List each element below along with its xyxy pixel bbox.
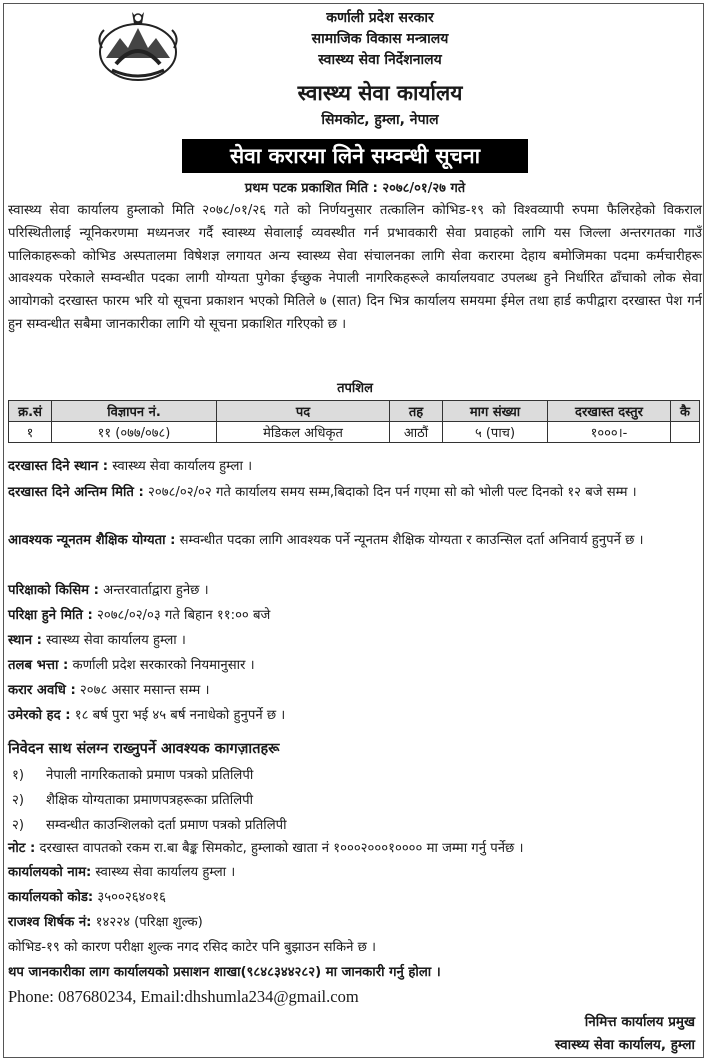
col-header-remarks: कै bbox=[671, 401, 700, 422]
salary-value: कर्णाली प्रदेश सरकारको नियमानुसार । bbox=[68, 658, 255, 673]
age-limit-value: १८ बर्ष पुरा भई ४५ बर्ष ननाधेको हुनुपर्ने छ । bbox=[70, 708, 286, 723]
payment-note-value: दरखास्त वापतको रकम रा.बा बैङ्क सिमकोट, हुम्लाको खाता नं १०००२०००१०००० मा जम्मा गर्नु पर्नेछ । bbox=[35, 841, 524, 856]
table-header-row bbox=[9, 401, 700, 422]
contract-term bbox=[8, 680, 702, 702]
list-item bbox=[12, 815, 287, 833]
exam-date-label: परिक्षा हुने मिति : bbox=[8, 608, 93, 623]
intro-paragraph: स्वास्थ्य सेवा कार्यालय हुम्लाको मिति २०७८/०१/२६ गते को निर्णयनुसार तत्कालिन कोभिड-१९ को विश्वव्यापी रुपमा फैलिरहेको विकराल परिस्थितीलाई न्यूनिकरणमा मध्यनजर गर्दै स्वास्थ्य सेवालाई व्यवस्थीत गर्न प्रभावकारी सेवा प्रवाहको लागि यस जिल्ला अन्तरगतका गाउँ पालिकाहरूको कोभिड अस्पतालमा विषेशज्ञ लगायत अन्य स्वास्थ्य सेवा संचालनका लागि सेवा करारमा देहाय बमोजिमका पदमा कर्मचारीहरू आवश्यक परेकाले सम्वन्धीत पदका लागी योग्यता पुगेका ईच्छुक नेपाली नागरिकहरूले कार्यालयवाट उपलब्ध हुने निर्धारित ढाँचाको लोक सेवा आयोगको दरखास्त फारम भरि यो सूचना प्रकाशन भएको मितिले ७ (सात) दिन भित्र कार्यालय समयमा ईमेल तथा हार्ड कपीद्वारा दरखास्त पेश गर्न हुन सम्वन्धीत सबैमा जानकारीका लागि यो सूचना प्रकाशित गरिएको छ । bbox=[8, 203, 702, 332]
list-item-number: १) bbox=[12, 768, 25, 783]
apply-place bbox=[8, 456, 702, 478]
payment-note bbox=[8, 838, 702, 860]
col-header-fee: दरखास्त दस्तुर bbox=[548, 401, 671, 422]
exam-venue bbox=[8, 630, 702, 652]
age-limit bbox=[8, 705, 702, 727]
cell-sn: १ bbox=[9, 422, 52, 443]
salary-label: तलब भत्ता : bbox=[8, 658, 69, 673]
col-header-ad-no: विज्ञापन नं. bbox=[52, 401, 217, 422]
list-item-text: नेपाली नागरिकताको प्रमाण पत्रको प्रतिलिपी bbox=[46, 768, 254, 783]
phone-email: Phone: 087680234, Email:dhshumla234@gmail.com bbox=[8, 987, 359, 1006]
office-code-value: ३५००२६४०१६ bbox=[93, 890, 166, 905]
cell-level: आठौं bbox=[390, 422, 443, 443]
cell-post: मेडिकल अधिकृत bbox=[217, 422, 390, 443]
vacancy-table bbox=[8, 400, 700, 443]
header-address: सिमकोट, हुम्ला, नेपाल bbox=[321, 112, 439, 128]
header-ministry: सामाजिक विकास मन्त्रालय bbox=[311, 31, 449, 47]
min-qualification bbox=[8, 530, 702, 552]
exam-venue-value: स्वास्थ्य सेवा कार्यालय हुम्ला । bbox=[41, 633, 186, 648]
list-item-text: सम्वन्धीत काउन्शिलको दर्ता प्रमाण पत्रको प्रतिलिपी bbox=[46, 818, 287, 833]
office-name-value: स्वास्थ्य सेवा कार्यालय हुम्ला । bbox=[91, 865, 236, 880]
government-emblem-icon bbox=[92, 8, 184, 84]
header-directorate: स्वास्थ्य सेवा निर्देशनालय bbox=[318, 52, 442, 68]
header-office: स्वास्थ्य सेवा कार्यालय bbox=[297, 81, 463, 105]
apply-place-label: दरखास्त दिने स्थान : bbox=[8, 459, 109, 474]
payment-note-label: नोट : bbox=[8, 841, 36, 856]
list-item bbox=[12, 765, 253, 783]
exam-type bbox=[8, 580, 702, 602]
table-caption: तपशिल bbox=[337, 381, 373, 396]
office-name bbox=[8, 862, 702, 884]
exam-date-value: २०७८/०२/०३ गते बिहान ११:०० बजे bbox=[92, 608, 271, 623]
published-date: प्रथम पटक प्रकाशित मिति : २०७८/०१/२७ गते bbox=[244, 181, 466, 196]
salary bbox=[8, 655, 702, 677]
office-code-label: कार्यालयको कोड: bbox=[8, 890, 94, 905]
col-header-demand: माग संख्या bbox=[443, 401, 548, 422]
header-province: कर्णाली प्रदेश सरकार bbox=[326, 10, 434, 26]
age-limit-label: उमेरको हद : bbox=[8, 708, 71, 723]
list-item-number: २) bbox=[12, 818, 25, 833]
list-item bbox=[12, 790, 253, 808]
notice-title: सेवा करारमा लिने सम्वन्धी सूचना bbox=[182, 139, 528, 173]
revenue-head-label: राजश्व शिर्षक नं: bbox=[8, 915, 92, 930]
contract-term-value: २०७८ असार मसान्त सम्म । bbox=[75, 683, 210, 698]
min-qualification-label: आवश्यक न्यूनतम शैक्षिक योग्यता : bbox=[8, 533, 176, 548]
contact-info: थप जानकारीका लाग कार्यालयको प्रसाशन शाखा(९८४८३४४२८२) मा जानकारी गर्नु होला । bbox=[8, 965, 441, 980]
cell-remarks bbox=[671, 422, 700, 443]
exam-date bbox=[8, 605, 702, 627]
contract-term-label: करार अवधि : bbox=[8, 683, 76, 698]
signature-title: निमित्त कार्यालय प्रमुख bbox=[584, 1014, 695, 1030]
col-header-post: पद bbox=[217, 401, 390, 422]
documents-heading: निवेदन साथ संलग्न राख्नुपर्ने आवश्यक कागज़ातहरू bbox=[8, 741, 280, 757]
covid-note: कोभिड-१९ को कारण परीक्षा शुल्क नगद रसिद काटेर पनि बुझाउन सकिने छ । bbox=[8, 940, 377, 955]
cell-demand: ५ (पाच) bbox=[443, 422, 548, 443]
col-header-sn: क्र.सं bbox=[9, 401, 52, 422]
apply-deadline-value: २०७८/०२/०२ गते कार्यालय समय सम्म,बिदाको दिन पर्न गएमा सो को भोली पल्ट दिनको १२ बजे सम्म । bbox=[143, 485, 637, 500]
apply-place-value: स्वास्थ्य सेवा कार्यालय हुम्ला । bbox=[108, 459, 253, 474]
exam-venue-label: स्थान : bbox=[8, 633, 42, 648]
exam-type-label: परिक्षाको किसिम : bbox=[8, 583, 99, 598]
revenue-head-value: १४२२४ (परिक्षा शुल्क) bbox=[91, 915, 203, 930]
signature-office: स्वास्थ्य सेवा कार्यालय, हुम्ला bbox=[554, 1037, 695, 1053]
cell-fee: १०००।- bbox=[548, 422, 671, 443]
exam-type-value: अन्तरवार्ताद्वारा हुनेछ । bbox=[98, 583, 209, 598]
min-qualification-value: सम्वन्धीत पदका लागि आवश्यक पर्ने न्यूनतम शैक्षिक योग्यता र काउन्सिल दर्ता अनिवार्य हुनुपर्ने छ । bbox=[175, 533, 644, 548]
list-item-text: शैक्षिक योग्यताका प्रमाणपत्रहरूका प्रतिलिपी bbox=[46, 793, 254, 808]
cell-ad-no: ११ (०७७/०७८) bbox=[52, 422, 217, 443]
table-row bbox=[9, 422, 700, 443]
apply-deadline bbox=[8, 482, 702, 504]
list-item-number: २) bbox=[12, 793, 25, 808]
office-code bbox=[8, 887, 702, 909]
apply-deadline-label: दरखास्त दिने अन्तिम मिति : bbox=[8, 485, 144, 500]
office-name-label: कार्यालयको नाम: bbox=[8, 865, 92, 880]
revenue-head bbox=[8, 912, 702, 934]
col-header-level: तह bbox=[390, 401, 443, 422]
